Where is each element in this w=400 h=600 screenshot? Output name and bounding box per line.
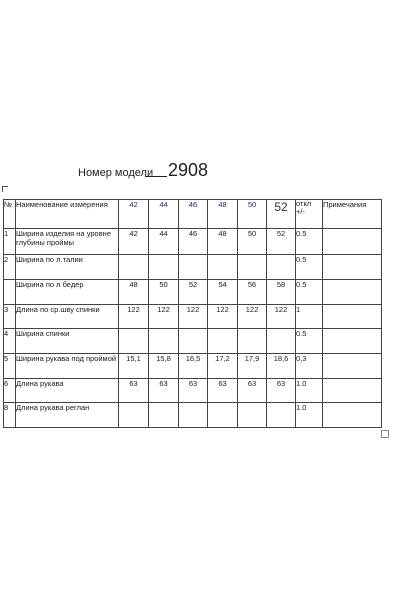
size-value: 63 bbox=[179, 379, 208, 403]
row-number: 3 bbox=[4, 305, 16, 329]
corner-mark-top-left bbox=[2, 186, 8, 192]
size-value: 63 bbox=[208, 379, 238, 403]
tolerance-value: 0,3 bbox=[296, 354, 323, 379]
tolerance-value: 0.5 bbox=[296, 229, 323, 255]
size-value bbox=[119, 403, 149, 428]
model-number-blank-line bbox=[145, 176, 167, 177]
row-number: 5 bbox=[4, 354, 16, 379]
size-value: 122 bbox=[179, 305, 208, 329]
size-value bbox=[149, 255, 179, 280]
header-size: 50 bbox=[238, 200, 267, 229]
header-size: 48 bbox=[208, 200, 238, 229]
size-value: 56 bbox=[238, 280, 267, 305]
tolerance-value: 1.0 bbox=[296, 379, 323, 403]
tolerance-value: 1.0 bbox=[296, 403, 323, 428]
header-name: Наименование измерения bbox=[16, 200, 119, 229]
size-value bbox=[208, 255, 238, 280]
note-cell bbox=[323, 354, 382, 379]
row-number bbox=[4, 280, 16, 305]
size-value bbox=[238, 403, 267, 428]
size-value: 17,9 bbox=[238, 354, 267, 379]
size-value: 15,1 bbox=[119, 354, 149, 379]
measurement-name: Ширина рукава под проймой bbox=[16, 354, 119, 379]
measurement-name: Длина по ср.шву спинки bbox=[16, 305, 119, 329]
size-value: 16,5 bbox=[179, 354, 208, 379]
table-row bbox=[4, 229, 382, 255]
tolerance-value: 0.5 bbox=[296, 329, 323, 354]
row-number: 1 bbox=[4, 229, 16, 255]
tolerance-value: 0.5 bbox=[296, 255, 323, 280]
header-size: 52 bbox=[267, 200, 296, 229]
measurement-name: Ширина по л бедер bbox=[16, 280, 119, 305]
size-value: 50 bbox=[238, 229, 267, 255]
size-value: 52 bbox=[267, 229, 296, 255]
model-number-label: Номер модели bbox=[78, 167, 154, 179]
size-value: 122 bbox=[267, 305, 296, 329]
header-notes: Примечания bbox=[323, 200, 382, 229]
measurement-name: Ширина спинки bbox=[16, 329, 119, 354]
size-value: 63 bbox=[238, 379, 267, 403]
size-value: 122 bbox=[208, 305, 238, 329]
header-size: 44 bbox=[149, 200, 179, 229]
table-row bbox=[4, 329, 382, 354]
size-value: 122 bbox=[119, 305, 149, 329]
size-value: 52 bbox=[179, 280, 208, 305]
size-value: 44 bbox=[149, 229, 179, 255]
note-cell bbox=[323, 305, 382, 329]
size-value bbox=[179, 403, 208, 428]
size-value: 122 bbox=[238, 305, 267, 329]
table-row bbox=[4, 379, 382, 403]
size-value bbox=[179, 255, 208, 280]
note-cell bbox=[323, 403, 382, 428]
measurement-name: Длина рукава bbox=[16, 379, 119, 403]
table-header-row bbox=[4, 200, 382, 229]
note-cell bbox=[323, 329, 382, 354]
measurement-table bbox=[3, 199, 382, 428]
header-size: 46 bbox=[179, 200, 208, 229]
tolerance-value: 1 bbox=[296, 305, 323, 329]
table-row bbox=[4, 280, 382, 305]
row-number: 6 bbox=[4, 379, 16, 403]
size-value: 54 bbox=[208, 280, 238, 305]
size-value bbox=[208, 329, 238, 354]
model-number-value: 2908 bbox=[168, 160, 209, 180]
header-size: 42 bbox=[119, 200, 149, 229]
size-value bbox=[119, 329, 149, 354]
size-value bbox=[267, 329, 296, 354]
size-value bbox=[238, 255, 267, 280]
size-value bbox=[238, 329, 267, 354]
size-value: 46 bbox=[179, 229, 208, 255]
header-tolerance: откл +/- bbox=[296, 200, 323, 229]
size-value: 48 bbox=[208, 229, 238, 255]
size-value bbox=[267, 255, 296, 280]
note-cell bbox=[323, 280, 382, 305]
size-value: 50 bbox=[149, 280, 179, 305]
size-value: 58 bbox=[267, 280, 296, 305]
size-value: 48 bbox=[119, 280, 149, 305]
size-value: 42 bbox=[119, 229, 149, 255]
size-value: 63 bbox=[267, 379, 296, 403]
size-value: 63 bbox=[119, 379, 149, 403]
row-number: 8 bbox=[4, 403, 16, 428]
row-number: 4 bbox=[4, 329, 16, 354]
size-value bbox=[208, 403, 238, 428]
size-value bbox=[267, 403, 296, 428]
table-resize-handle[interactable] bbox=[381, 430, 389, 438]
table-row bbox=[4, 255, 382, 280]
size-value bbox=[119, 255, 149, 280]
size-value: 15,8 bbox=[149, 354, 179, 379]
size-value: 63 bbox=[149, 379, 179, 403]
header-num: № bbox=[4, 200, 16, 229]
size-value: 122 bbox=[149, 305, 179, 329]
measurement-name: Длина рукава реглан bbox=[16, 403, 119, 428]
table-row bbox=[4, 305, 382, 329]
note-cell bbox=[323, 229, 382, 255]
size-value bbox=[179, 329, 208, 354]
measurement-name: Ширина изделия на уровне глубины проймы bbox=[16, 229, 119, 255]
table-row bbox=[4, 354, 382, 379]
note-cell bbox=[323, 379, 382, 403]
note-cell bbox=[323, 255, 382, 280]
table-row bbox=[4, 403, 382, 428]
tolerance-value: 0.5 bbox=[296, 280, 323, 305]
measurement-name: Ширина по л.талии bbox=[16, 255, 119, 280]
size-value bbox=[149, 403, 179, 428]
row-number: 2 bbox=[4, 255, 16, 280]
size-value bbox=[149, 329, 179, 354]
size-value: 18,6 bbox=[267, 354, 296, 379]
size-value: 17,2 bbox=[208, 354, 238, 379]
